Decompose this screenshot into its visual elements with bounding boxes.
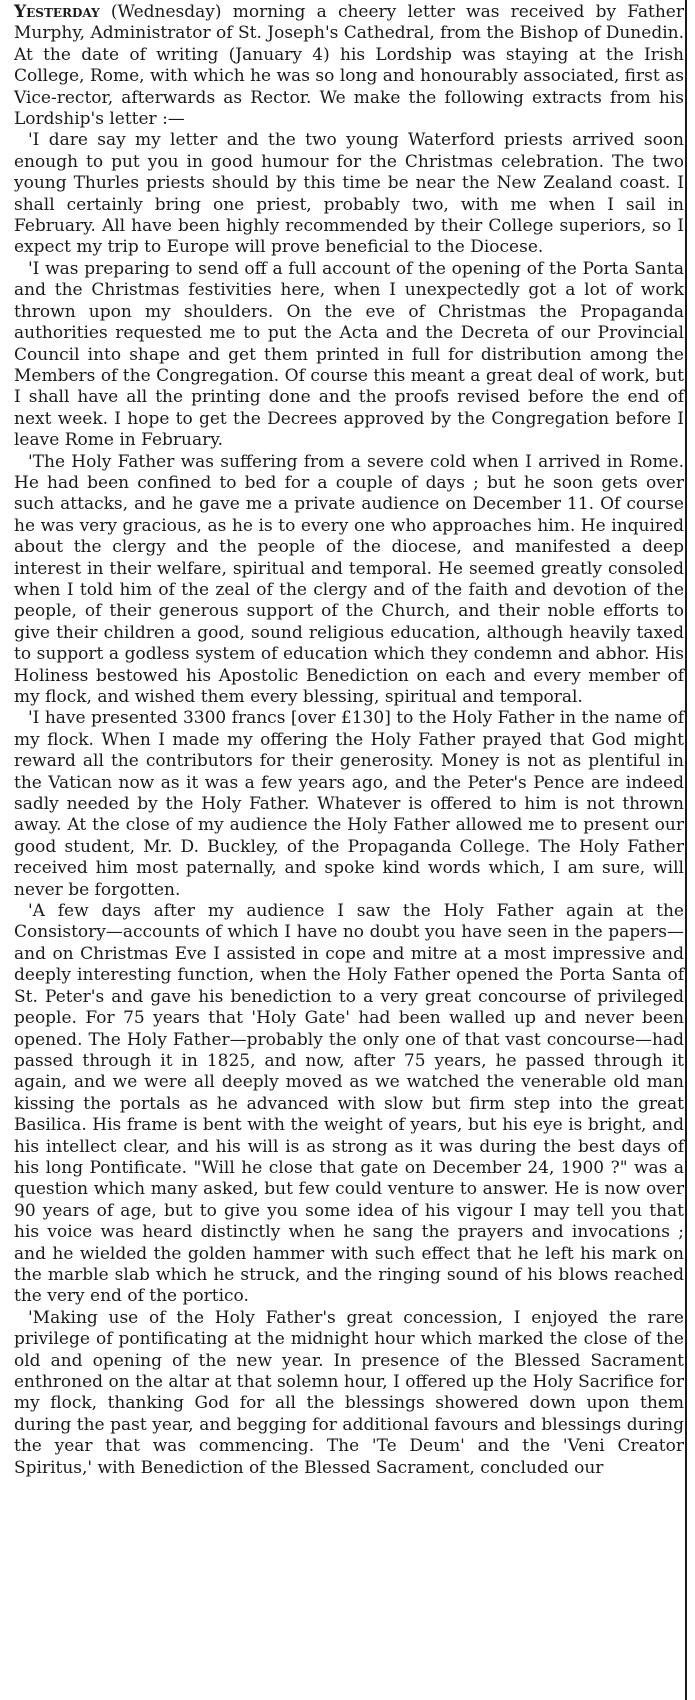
intro-text: (Wednesday) morning a cheery letter was received by Father Murphy, Administrator of St. Joseph's Cathedral, from the Bishop of Dunedin. At the date of writing (January 4) his Lordship was staying at the Irish College, Rome, with which he was so long and honourably associated, first as Vice-rector, afterwards as Rector. We make the following extracts from his Lordship's letter :— bbox=[14, 2, 684, 130]
article-column bbox=[14, 2, 684, 1479]
paragraph-5: 'A few days after my audience I saw the Holy Father again at the Consistory—accounts of which I have no doubt you have seen in the papers—and on Christmas Eve I assisted in cope and mitre at a most impressive and deeply interesting function, when the Holy Father opened the Porta Santa of St. Peter's and gave his benediction to a very great concourse of privileged people. For 75 years that 'Holy Gate' had been walled up and never been opened. The Holy Father—probably the only one of that vast concourse—had passed through it in 1825, and now, after 75 years, he passed through it again, and we were all deeply moved as we watched the venerable old man kissing the portals as he advanced with slow but firm step into the great Basilica. His frame is bent with the weight of years, but his eye is bright, and his intellect clear, and his will is as strong as it was during the best days of his long Pontificate. "Will he close that gate on December 24, 1900 ?" was a question which many asked, but few could venture to answer. He is now over 90 years of age, but to give you some idea of his vigour I may tell you that his voice was heard distinctly when he sang the prayers and invocations ; and he wielded the golden hammer with such effect that he left his mark on the marble slab which he struck, and the ringing sound of his blows reached the very end of the portico. bbox=[14, 901, 684, 1307]
article-intro bbox=[14, 2, 684, 130]
paragraph-3: 'The Holy Father was suffering from a severe cold when I arrived in Rome. He had been confined to bed for a couple of days ; but he soon gets over such attacks, and he gave me a private audience on December 11. Of course he was very gracious, as he is to every one who approaches him. He inquired about the clergy and the people of the diocese, and manifested a deep interest in their welfare, spiritual and temporal. He seemed greatly consoled when I told him of the zeal of the clergy and of the faith and devotion of the people, of their generous support of the Church, and their noble efforts to give their children a good, sound religious education, although heavily taxed to support a godless system of education which they condemn and abhor. His Holiness bestowed his Apostolic Benediction on each and every member of my flock, and wished them every blessing, spiritual and temporal. bbox=[14, 451, 684, 707]
column-rule bbox=[685, 0, 687, 1700]
paragraph-4: 'I have presented 3300 francs [over £130] to the Holy Father in the name of my flock. When I made my offering the Holy Father prayed that God might reward all the contributors for their generosity. Money is not as plentiful in the Vatican now as it was a few years ago, and the Peter's Pence are indeed sadly needed by the Holy Father. Whatever is offered to him is not thrown away. At the close of my audience the Holy Father allowed me to present our good student, Mr. D. Buckley, of the Propaganda College. The Holy Father received him most paternally, and spoke kind words which, I am sure, will never be forgotten. bbox=[14, 708, 684, 900]
paragraph-2: 'I was preparing to send off a full account of the opening of the Porta Santa and the Christmas festivities here, when I unexpectedly got a lot of work thrown upon my shoulders. On the eve of Christmas the Propaganda authorities requested me to put the Acta and the Decreta of our Provincial Council into shape and get them printed in full for distribution among the Members of the Congregation. Of course this meant a great deal of work, but I shall have all the printing done and the proofs revised before the end of next week. I hope to get the Decrees approved by the Congregation before I leave Rome in February. bbox=[14, 258, 684, 451]
lead-word: Yesterday bbox=[14, 2, 100, 22]
paragraph-1: 'I dare say my letter and the two young Waterford priests arrived soon enough to put you in good humour for the Christmas celebration. The two young Thurles priests should by this time be near the New Zealand coast. I shall certainly bring one priest, probably two, with me when I sail in February. All have been highly recommended by their College superiors, so I expect my trip to Europe will prove beneficial to the Diocese. bbox=[14, 130, 684, 258]
paragraph-6: 'Making use of the Holy Father's great concession, I enjoyed the rare privilege of pontificating at the midnight hour which marked the close of the old and opening of the new year. In presence of the Blessed Sacrament enthroned on the altar at that solemn hour, I offered up the Holy Sacrifice for my flock, thanking God for all the blessings showered down upon them during the past year, and begging for additional favours and blessings during the year that was commencing. The 'Te Deum' and the 'Veni Creator Spiritus,' with Benediction of the Blessed Sacrament, concluded our bbox=[14, 1307, 684, 1478]
